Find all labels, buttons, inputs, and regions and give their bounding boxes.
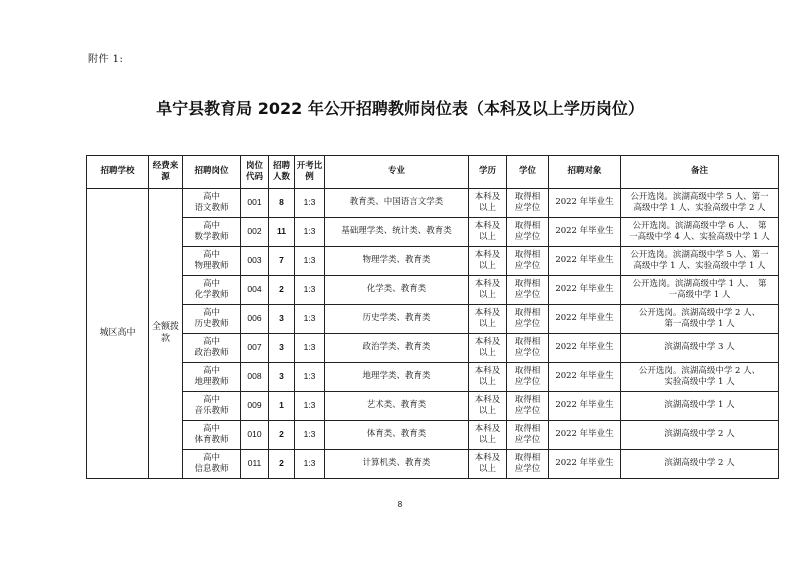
note-cell: 滨湖高级中学 3 人: [621, 334, 779, 363]
target-cell: 2022 年毕业生: [549, 334, 621, 363]
code-cell: 007: [241, 334, 269, 363]
major-cell: 地理学类、教育类: [325, 363, 469, 392]
header-funding: 经费来源: [149, 156, 183, 189]
table-row: [87, 247, 779, 276]
education-cell: 本科及 以上: [469, 276, 507, 305]
position-cell: 高中 政治教师: [183, 334, 241, 363]
table-row: [87, 363, 779, 392]
ratio-cell: 1:3: [295, 450, 325, 479]
header-ratio: 开考比例: [295, 156, 325, 189]
code-cell: 004: [241, 276, 269, 305]
education-cell: 本科及 以上: [469, 189, 507, 218]
note-cell: 公开选岗。滨湖高级中学 1 人、 第 一高级中学 1 人: [621, 276, 779, 305]
position-cell: 高中 数学教师: [183, 218, 241, 247]
table-row: [87, 392, 779, 421]
table-row: [87, 421, 779, 450]
count-cell: 1: [269, 392, 295, 421]
header-major: 专业: [325, 156, 469, 189]
position-cell: 高中 音乐教师: [183, 392, 241, 421]
target-cell: 2022 年毕业生: [549, 189, 621, 218]
target-cell: 2022 年毕业生: [549, 305, 621, 334]
note-cell: 公开选岗。滨湖高级中学 2 人、 实验高级中学 1 人: [621, 363, 779, 392]
count-cell: 11: [269, 218, 295, 247]
degree-cell: 取得相 应学位: [507, 305, 549, 334]
table-row: [87, 305, 779, 334]
header-position: 招聘岗位: [183, 156, 241, 189]
major-cell: 计算机类、教育类: [325, 450, 469, 479]
major-cell: 体育类、教育类: [325, 421, 469, 450]
target-cell: 2022 年毕业生: [549, 392, 621, 421]
ratio-cell: 1:3: [295, 334, 325, 363]
ratio-cell: 1:3: [295, 189, 325, 218]
ratio-cell: 1:3: [295, 363, 325, 392]
note-cell: 滨湖高级中学 2 人: [621, 450, 779, 479]
code-cell: 002: [241, 218, 269, 247]
degree-cell: 取得相 应学位: [507, 392, 549, 421]
position-cell: 高中 物理教师: [183, 247, 241, 276]
count-cell: 8: [269, 189, 295, 218]
degree-cell: 取得相 应学位: [507, 189, 549, 218]
recruitment-table: [86, 155, 779, 479]
count-cell: 2: [269, 450, 295, 479]
header-degree: 学位: [507, 156, 549, 189]
count-cell: 3: [269, 363, 295, 392]
code-cell: 011: [241, 450, 269, 479]
header-note: 备注: [621, 156, 779, 189]
target-cell: 2022 年毕业生: [549, 276, 621, 305]
target-cell: 2022 年毕业生: [549, 450, 621, 479]
ratio-cell: 1:3: [295, 247, 325, 276]
ratio-cell: 1:3: [295, 218, 325, 247]
education-cell: 本科及 以上: [469, 450, 507, 479]
page-title: 阜宁县教育局 2022 年公开招聘教师岗位表（本科及以上学历岗位）: [156, 99, 644, 118]
degree-cell: 取得相 应学位: [507, 218, 549, 247]
ratio-cell: 1:3: [295, 421, 325, 450]
count-cell: 2: [269, 276, 295, 305]
position-cell: 高中 化学教师: [183, 276, 241, 305]
note-cell: 公开选岗。滨湖高级中学 2 人、 第一高级中学 1 人: [621, 305, 779, 334]
header-target: 招聘对象: [549, 156, 621, 189]
count-cell: 3: [269, 305, 295, 334]
target-cell: 2022 年毕业生: [549, 363, 621, 392]
position-cell: 高中 体育教师: [183, 421, 241, 450]
code-cell: 003: [241, 247, 269, 276]
ratio-cell: 1:3: [295, 392, 325, 421]
header-code: 岗位代码: [241, 156, 269, 189]
code-cell: 006: [241, 305, 269, 334]
note-cell: 滨湖高级中学 1 人: [621, 392, 779, 421]
table-row: [87, 189, 779, 218]
major-cell: 教育类、中国语言文学类: [325, 189, 469, 218]
target-cell: 2022 年毕业生: [549, 421, 621, 450]
major-cell: 历史学类、教育类: [325, 305, 469, 334]
degree-cell: 取得相 应学位: [507, 421, 549, 450]
education-cell: 本科及 以上: [469, 334, 507, 363]
education-cell: 本科及 以上: [469, 392, 507, 421]
degree-cell: 取得相 应学位: [507, 247, 549, 276]
degree-cell: 取得相 应学位: [507, 276, 549, 305]
education-cell: 本科及 以上: [469, 363, 507, 392]
major-cell: 艺术类、教育类: [325, 392, 469, 421]
degree-cell: 取得相 应学位: [507, 334, 549, 363]
code-cell: 001: [241, 189, 269, 218]
count-cell: 2: [269, 421, 295, 450]
education-cell: 本科及 以上: [469, 247, 507, 276]
degree-cell: 取得相 应学位: [507, 450, 549, 479]
count-cell: 7: [269, 247, 295, 276]
education-cell: 本科及 以上: [469, 421, 507, 450]
note-cell: 公开选岗。滨湖高级中学 5 人、第一 高级中学 1 人、实验高级中学 2 人: [621, 189, 779, 218]
position-cell: 高中 语文教师: [183, 189, 241, 218]
school-cell: 城区高中: [87, 189, 149, 479]
degree-cell: 取得相 应学位: [507, 363, 549, 392]
ratio-cell: 1:3: [295, 305, 325, 334]
target-cell: 2022 年毕业生: [549, 218, 621, 247]
header-education: 学历: [469, 156, 507, 189]
count-cell: 3: [269, 334, 295, 363]
table-row: [87, 450, 779, 479]
note-cell: 滨湖高级中学 2 人: [621, 421, 779, 450]
education-cell: 本科及 以上: [469, 305, 507, 334]
header-school: 招聘学校: [87, 156, 149, 189]
major-cell: 化学类、教育类: [325, 276, 469, 305]
header-count: 招聘人数: [269, 156, 295, 189]
page-number: 8: [397, 500, 403, 509]
major-cell: 物理学类、教育类: [325, 247, 469, 276]
table-body: [87, 189, 779, 479]
position-cell: 高中 信息教师: [183, 450, 241, 479]
table-header-row: [87, 156, 779, 189]
table-row: [87, 334, 779, 363]
ratio-cell: 1:3: [295, 276, 325, 305]
education-cell: 本科及 以上: [469, 218, 507, 247]
position-cell: 高中 地理教师: [183, 363, 241, 392]
table-row: [87, 218, 779, 247]
table-row: [87, 276, 779, 305]
code-cell: 010: [241, 421, 269, 450]
code-cell: 009: [241, 392, 269, 421]
attachment-label: 附件 1:: [88, 54, 124, 65]
major-cell: 基础理学类、统计类、教育类: [325, 218, 469, 247]
note-cell: 公开选岗。滨湖高级中学 5 人、第一 高级中学 1 人、实验高级中学 1 人: [621, 247, 779, 276]
major-cell: 政治学类、教育类: [325, 334, 469, 363]
note-cell: 公开选岗。滨湖高级中学 6 人、 第 一高级中学 4 人、实验高级中学 1 人: [621, 218, 779, 247]
position-cell: 高中 历史教师: [183, 305, 241, 334]
code-cell: 008: [241, 363, 269, 392]
funding-cell: 全额拨款: [149, 189, 183, 479]
target-cell: 2022 年毕业生: [549, 247, 621, 276]
